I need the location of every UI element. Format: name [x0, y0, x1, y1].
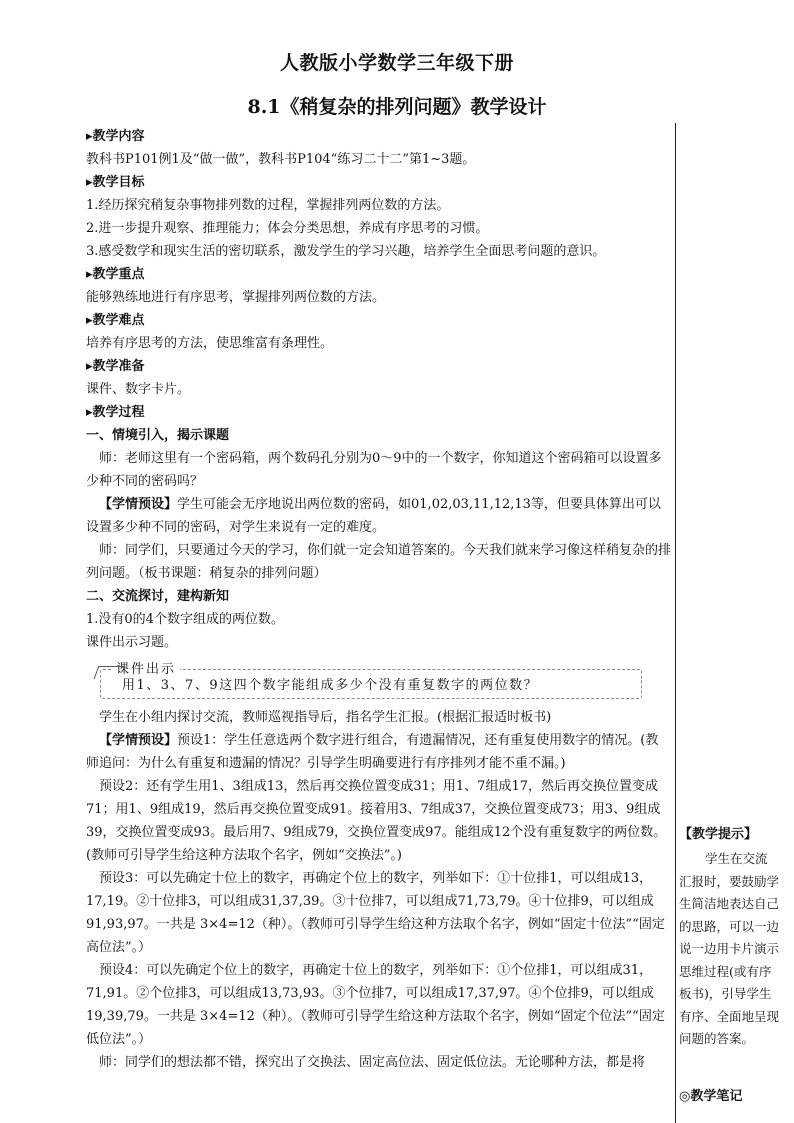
paragraph: 预设4：可以先确定个位上的数字，再确定十位上的数字，列举如下：①个位排1，可以组成31，71,91。②个位排3，可以组成13,73,93。③个位排7，可以组成17,37,97。④个位排9，可以组成19,39,79。一共是 3×4=12（种）。（教师可引导学生给这种方法取个名字，例如“固定个位法”“固定低位法”。）: [86, 963, 665, 1047]
teaching-tip-body: 学生在交流汇报时，要鼓励学生简洁地表达自己的思路，可以一边说一边用卡片演示思维过程(或有序板书)，引导学生有序、全面地呈现问题的答案。: [679, 851, 780, 1046]
paragraph: 师：老师这里有一个密码箱，两个数码孔分别为0～9中的一个数字，你知道这个密码箱可以设置多少种不同的密码吗？: [86, 451, 662, 489]
goal-item: 2.进一步提升观察、推理能力；体会分类思想，养成有序思考的习惯。: [86, 221, 489, 236]
courseware-label: 课件出示: [112, 658, 180, 681]
paragraph: 师：同学们，只要通过今天的学习，你们就一定会知道答案的。今天我们就来学习像这样稍复杂的排列问题。（板书课题：稍复杂的排列问题）: [86, 543, 672, 581]
paragraph-text: 学生可能会无序地说出两位数的密码，如01,02,03,11,12,13等，但要具体算出可以设置多少种不同的密码，对学生来说有一定的难度。: [86, 497, 661, 535]
preset-tag: 【学情预设】: [99, 733, 178, 748]
teaching-tip-title: 【教学提示】: [679, 827, 758, 842]
teaching-notes-title: ◎教学笔记: [679, 1089, 743, 1104]
page-title: 人教版小学数学三年级下册: [279, 52, 514, 74]
paragraph: 1.没有0的4个数字组成的两位数。: [86, 612, 284, 627]
paragraph: 学生在小组内探讨交流，教师巡视指导后，指名学生汇报。(根据汇报适时板书): [99, 710, 552, 725]
preset-tag: 【学情预设】: [99, 497, 178, 512]
section-heading-1: 一、情境引入，揭示课题: [86, 428, 230, 443]
courseware-box: [94, 660, 644, 698]
heading-goals: ▸教学目标: [86, 175, 145, 190]
heading-content: ▸教学内容: [86, 129, 145, 144]
paragraph-text: 预设1：学生任意选两个数字进行组合，有遗漏情况，还有重复使用数字的情况。(教师追问：为什么有重复和遗漏的情况？引导学生明确要进行有序排列才能不重不漏。): [86, 733, 659, 771]
section-heading-2: 二、交流探讨，建构新知: [86, 589, 230, 604]
lesson-title: 8.1《稍复杂的排列问题》教学设计: [247, 96, 547, 118]
goal-item: 1.经历探究稍复杂事物排列数的过程，掌握排列两位数的方法。: [86, 198, 450, 213]
courseware-question: 用1、3、7、9这四个数字能组成多少个没有重复数字的两位数？: [122, 678, 539, 693]
paragraph: 课件出示习题。: [86, 635, 178, 650]
paragraph: 预设2：还有学生用1、3组成13，然后再交换位置变成31；用1、7组成17，然后再交换位置变成71；用1、9组成19，然后再交换位置变成91。接着用3、7组成37，交换位置变成73；用3、9组成39，交换位置变成93。最后用7、9组成79，交换位置变成97。能组成12个没有重复数字的两位数。(教师可引导学生给这种方法取个名字，例如“交换法”。): [86, 779, 667, 863]
key-text: 能够熟练地进行有序思考，掌握排列两位数的方法。: [86, 290, 386, 305]
prep-text: 课件、数字卡片。: [86, 382, 191, 397]
paragraph: 预设3：可以先确定十位上的数字，再确定个位上的数字，列举如下：①十位排1，可以组成13，17,19。②十位排3，可以组成31,37,39。③十位排7，可以组成71,73,79。④十位排9，可以组成91,93,97。一共是 3×4=12（种）。（教师可引导学生给这种方法取个名字，例如“固定十位法”“固定高位法”。）: [86, 871, 665, 955]
goal-item: 3.感受数学和现实生活的密切联系，激发学生的学习兴趣，培养学生全面思考问题的意识。: [86, 244, 606, 259]
margin-divider: [675, 123, 676, 1123]
heading-process: ▸教学过程: [86, 405, 145, 420]
content-text: 教科书P101例1及“做一做”，教科书P104“练习二十二”第1~3题。: [86, 152, 476, 167]
paragraph: 师：同学们的想法都不错，探究出了交换法、固定高位法、固定低位法。无论哪种方法，都是将: [99, 1055, 646, 1070]
heading-prep: ▸教学准备: [86, 359, 145, 374]
heading-difficulty: ▸教学难点: [86, 313, 145, 328]
paragraph-preset: [86, 493, 671, 539]
paragraph-preset: [86, 729, 671, 775]
difficulty-text: 培养有序思考的方法，使思维富有条理性。: [86, 336, 334, 351]
main-content: [86, 125, 671, 1074]
heading-key: ▸教学重点: [86, 267, 145, 282]
